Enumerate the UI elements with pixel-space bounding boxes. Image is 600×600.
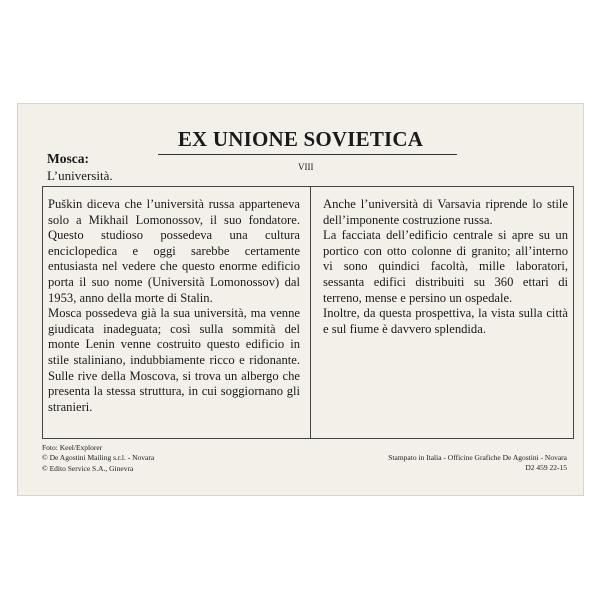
subject-subtitle: L’università.	[47, 168, 113, 183]
right-column	[323, 197, 568, 337]
text-box	[42, 186, 574, 439]
title-underline	[158, 154, 457, 155]
photo-credit: Foto: Keel/Explorer	[42, 443, 103, 452]
postcard-back	[17, 103, 584, 496]
card-title: EX UNIONE SOVIETICA	[177, 127, 424, 151]
paragraph: La facciata dell’edificio centrale si apre su un portico con otto colonne di granito; all’interno vi sono quindici facoltà, mille laboratori, sessanta edifici distribuiti su 360 ettari di terreno, mense e persino un ospedale.	[323, 228, 568, 305]
product-code: D2 459 22-15	[525, 463, 567, 473]
paragraph: Mosca possedeva già la sua università, ma venne giudicata inadeguata; così sulla sommità del monte Lenin venne costruito questo edificio in stile staliniano, indubbiamente ricco e ridonante. Sulle rive della Moscova, si trova un albergo che presenta la stessa struttura, in cui soggiornano gli stranieri.	[48, 306, 300, 414]
paragraph: Inoltre, da questa prospettiva, la vista sulla città e sul fiume è davvero splendida.	[323, 306, 568, 336]
copyright-line: © Edito Service S.A., Ginevra	[42, 463, 134, 473]
card-number: VIII	[298, 162, 314, 172]
copyright-line: © De Agostini Mailing s.r.l. - Novara	[42, 453, 155, 463]
paragraph: Puškin diceva che l’università russa apparteneva solo a Mikhail Lomonossov, il suo fondatore. Questo studioso possedeva una cultura enciclopedica e oggi sarebbe certamente entusiasta nel vedere che questo enorme edificio porta il suo nome (Università Lomonossov) dal 1953, anno della morte di Stalin.	[48, 197, 300, 305]
credits	[42, 443, 154, 474]
printer-line: Stampato in Italia - Officine Grafiche De Agostini - Novara	[388, 453, 567, 462]
left-column	[48, 197, 300, 415]
paragraph: Anche l’università di Varsavia riprende lo stile dell’imponente costruzione russa.	[323, 197, 568, 227]
city-heading: Mosca:	[47, 151, 89, 166]
printer-info	[388, 453, 567, 474]
column-divider	[310, 187, 311, 438]
